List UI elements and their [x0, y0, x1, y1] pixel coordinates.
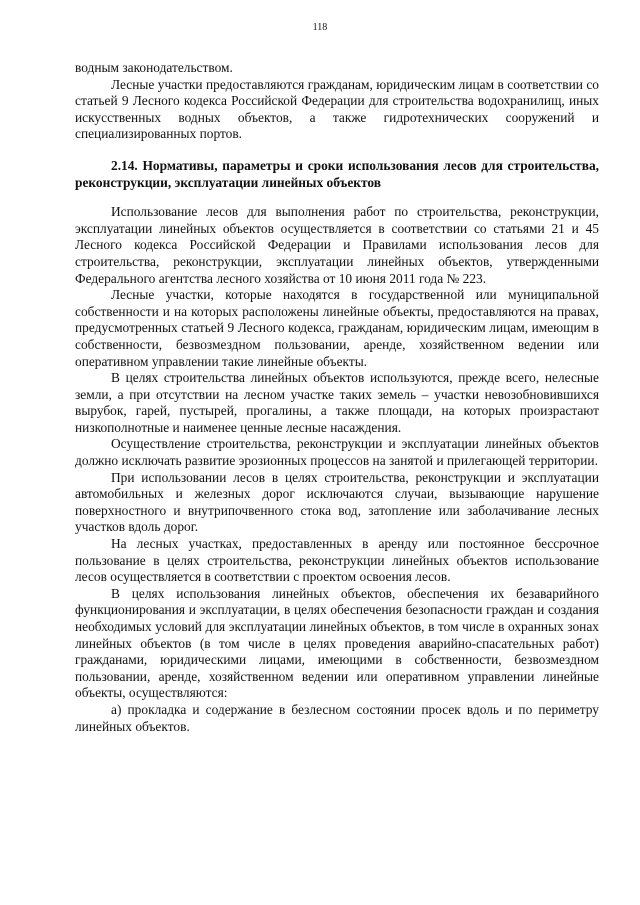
paragraph-continuation: водным законодательством.	[75, 60, 233, 75]
paragraph: Использование лесов для выполнения работ по строительства, реконструкции, эксплуатации линейных объектов осуществляется в соответствии со статьями 21 и 45 Лесного кодекса Российской Федерации и Правилами использования лесов для строительства, реконструкции, эксплуатации линейных объектов, утвержденными Федерального агентства лесного хозяйства от 10 июня 2011 года № 223.	[75, 204, 599, 286]
list-item: а) прокладка и содержание в безлесном состоянии просек вдоль и по периметру линейных объектов.	[75, 701, 599, 734]
paragraph: Осуществление строительства, реконструкции и эксплуатации линейных объектов должно исключать развитие эрозионных процессов на занятой и прилегающей территории.	[75, 436, 599, 469]
paragraph: Лесные участки предоставляются гражданам, юридическим лицам в соответствии со статьей 9 Лесного кодекса Российской Федерации для строительства водохранилищ, иных искусственных водных объектов, а также гидротехнических сооружений и специализированных портов.	[75, 76, 599, 142]
page-body	[75, 60, 599, 735]
paragraph: Лесные участки, которые находятся в государственной или муниципальной собственности и на которых расположены линейные объекты, предоставляются на правах, предусмотренных статьей 9 Лесного кодекса, гражданам, юридическим лицам, имеющим в собственности, безвозмездном пользовании, аренде, хозяйственном ведении или оперативном управлении такие линейные объекты.	[75, 287, 599, 369]
paragraph: На лесных участках, предоставленных в аренду или постоянное бессрочное пользование в целях строительства, реконструкции линейных объектов использование лесов осуществляется в соответствии с проектом освоения лесов.	[75, 536, 599, 585]
paragraph: В целях использования линейных объектов, обеспечения их безаварийного функционирования и эксплуатации, в целях обеспечения безопасности граждан и создания необходимых условий для эксплуатации линейных объектов, в том числе в охранных зонах линейных объектов (в том числе в целях проведения аварийно-спасательных работ) гражданами, юридическими лицами, имеющими в собственности, безвозмездном пользовании, аренде, хозяйственном ведении или оперативном управлении линейные объекты, осуществляются:	[75, 585, 599, 701]
paragraph: В целях строительства линейных объектов используются, прежде всего, нелесные земли, а при отсутствии на лесном участке таких земель – участки невозобновившихся вырубок, гарей, пустырей, прогалины, а также площади, на которых произрастают низкополнотные и наименее ценные лесные насаждения.	[75, 370, 599, 435]
section-heading: 2.14. Нормативы, параметры и сроки использования лесов для строительства, реконструкции, эксплуатации линейных объектов	[75, 157, 599, 190]
page-number: 118	[312, 22, 328, 33]
paragraph: При использовании лесов в целях строительства, реконструкции и эксплуатации автомобильных и железных дорог исключаются случаи, вызывающие нарушение поверхностного и внутрипочвенного стока вод, затопление или заболачивание лесных участков вдоль дорог.	[75, 469, 599, 535]
